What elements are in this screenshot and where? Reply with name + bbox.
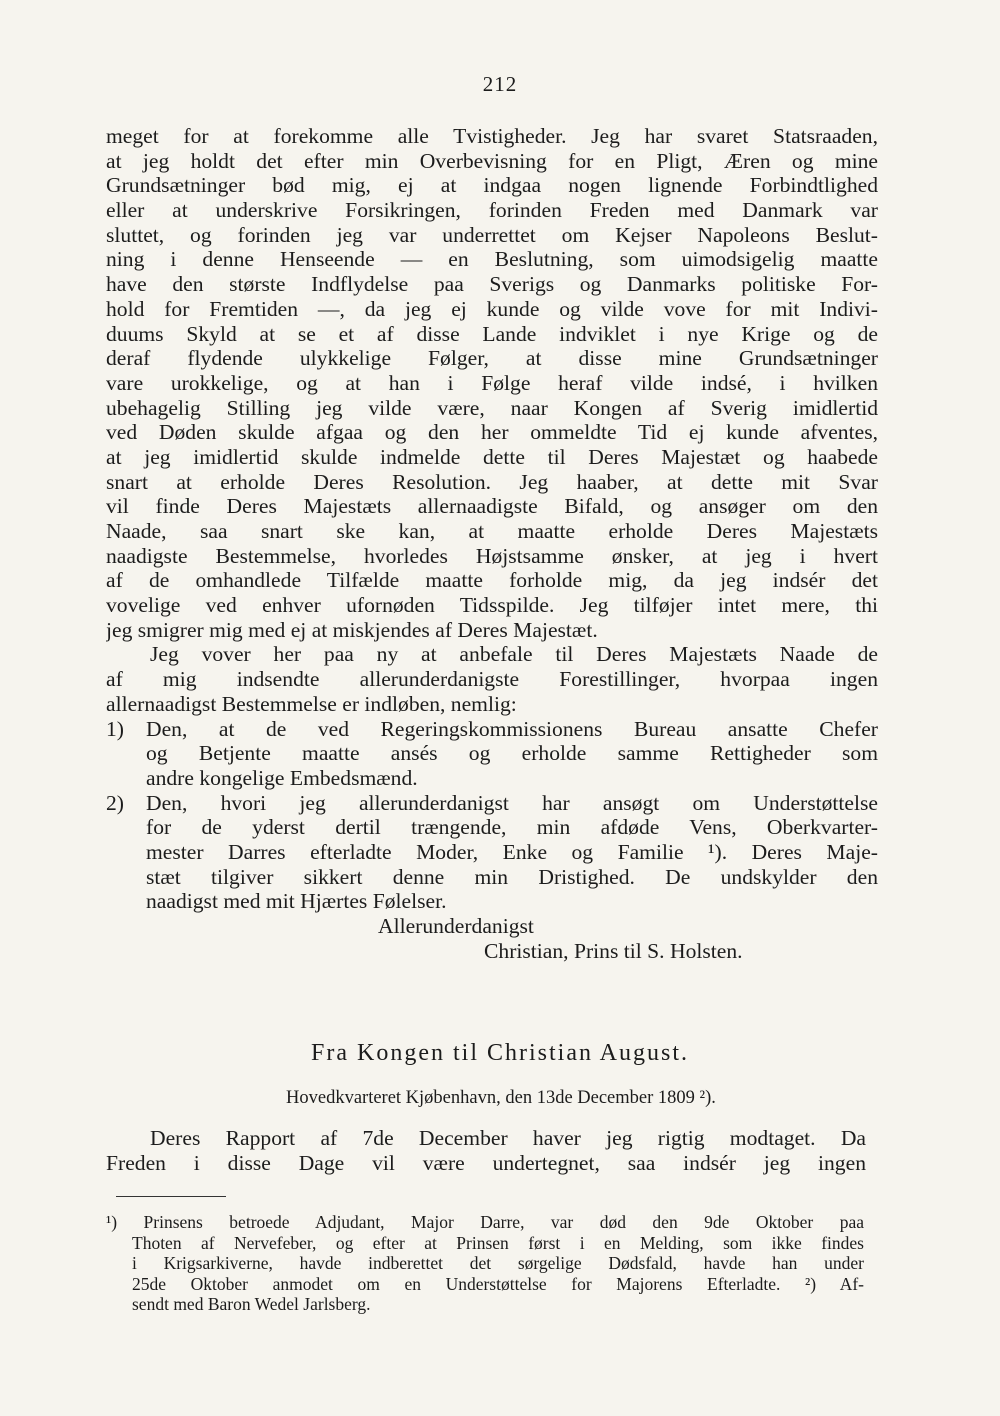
body-line: hold for Fremtiden —, da jeg ej kunde og vilde vove for mit Indivi- [106,296,878,321]
page-number: 212 [482,72,518,96]
body-line: vare urokkelige, og at han i Følge heraf vilde indsé, i hvilken [106,370,878,395]
list-item-line: mester Darres efterladte Moder, Enke og Familie ¹). Deres Maje- [146,839,878,864]
footnote-divider [116,1196,226,1197]
second-letter-body [106,1126,866,1175]
body-line: deraf flydende ulykkelige Følger, at disse mine Grundsætninger [106,346,878,371]
body-line: at jeg imidlertid skulde indmelde dette til Deres Majestæt og haabede [106,444,878,469]
body-line: vil finde Deres Majestæts allernaadigste Bifald, og ansøger om den [106,494,878,519]
body-line: naadigste Bestemmelse, hvorledes Højstsamme ønsker, at jeg i hvert [106,543,878,568]
body-line: af de omhandlede Tilfælde maatte forholde mig, da jeg indsér det [106,568,878,593]
list-item-line: Den, hvori jeg allerunderdanigst har ansøgt om Understøttelse [146,790,878,815]
list-item-line: andre kongelige Embedsmænd. [146,765,418,790]
closing: Allerunderdanigst [378,914,534,938]
footnote-line: Thoten af Nervefeber, og efter at Prinsen først i en Melding, som ikke findes [132,1232,864,1253]
footnote-line: ¹) Prinsens betroede Adjudant, Major Darre, var død den 9de Oktober paa [106,1212,864,1232]
body-line: ved Døden skulde afgaa og den her ommeldte Tid ej kunde afventes, [106,420,878,445]
body-line: at jeg holdt det efter min Overbevisning for en Pligt, Æren og mine [106,148,878,173]
body-line: snart at erholde Deres Resolution. Jeg haaber, at dette mit Svar [106,469,878,494]
body-line: Deres Rapport af 7de December haver jeg rigtig modtaget. Da [150,1126,866,1150]
body-line: ning i denne Henseende — en Beslutning, som uimodsigelig maatte [106,247,878,272]
body-line: ubehagelig Stilling jeg vilde være, naar Kongen af Sverig imidlertid [106,395,878,420]
letter-heading: Fra Kongen til Christian August. [311,1040,689,1066]
body-line: jeg smigrer mig med ej at miskjendes af Deres Majestæt. [106,617,598,642]
body-line: meget for at forekomme alle Tvistigheder. Jeg har svaret Statsraaden, [106,124,878,148]
list-item [106,717,878,742]
paragraph-line: Jeg vover her paa ny at anbefale til Deres Majestæts Naade de [150,642,878,667]
signature: Christian, Prins til S. Holsten. [484,938,743,963]
list-item-line: for de yderst dertil trængende, min afdøde Vens, Oberkvarter- [146,815,878,840]
dateline: Hovedkvarteret Kjøbenhavn, den 13de December 1809 ²). [286,1088,716,1108]
paragraph-line: allernaadigst Bestemmelse er indløben, nemlig: [106,691,517,716]
list-marker: 2) [106,790,124,815]
body-line: Grundsætninger bød mig, ej at indgaa nogen lignende Forbindtlighed [106,173,878,198]
list-item-line: Den, at de ved Regeringskommissionens Bureau ansatte Chefer [146,716,878,741]
body-line: Naade, saa snart ske kan, at maatte erholde Deres Majestæts [106,519,878,543]
list-item-line: naadigst med mit Hjærtes Følelser. [146,889,447,914]
body-line: vovelige ved enhver ufornøden Tidsspilde. Jeg tilføjer intet mere, thi [106,593,878,618]
list-marker: 1) [106,716,124,741]
footnotes [106,1212,864,1315]
body-line: sluttet, og forinden jeg var underrettet om Kejser Napoleons Beslut- [106,222,878,247]
body-line: eller at underskrive Forsikringen, forinden Freden med Danmark var [106,198,878,223]
body-line: Freden i disse Dage vil være undertegnet, saa indsér jeg ingen [106,1150,866,1175]
paragraph-line: af mig indsendte allerunderdanigste Forestillinger, hvorpaa ingen [106,667,878,692]
footnote-line: 25de Oktober anmodet om en Understøttelse for Majorens Efterladte. ²) Af- [132,1273,864,1294]
list-item [106,791,878,816]
list-item-line: og Betjente maatte ansés og erholde samme Rettigheder som [146,741,878,766]
footnote-line: i Krigsarkiverne, havde indberettet det sørgelige Dødsfald, havde han under [132,1253,864,1273]
letter-body [106,124,878,963]
footnote-line: sendt med Baron Wedel Jarlsberg. [132,1294,371,1314]
body-line: have den største Indflydelse paa Sverigs og Danmarks politiske For- [106,272,878,297]
list-item-line: stæt tilgiver sikkert denne min Dristighed. De undskylder den [146,864,878,889]
body-line: duums Skyld at se et af disse Lande indviklet i nye Krige og de [106,321,878,346]
